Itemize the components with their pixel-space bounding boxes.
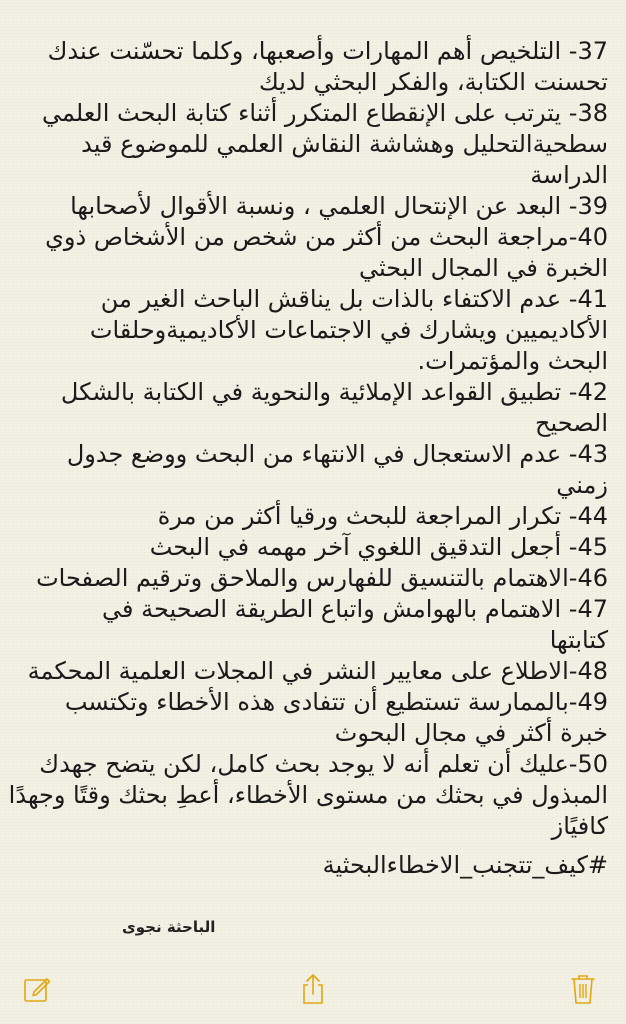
note-line: الأكاديميين ويشارك في الاجتماعات الأكاديميةوحلقات [89,316,608,344]
note-line: كافيًاز [551,812,608,840]
note-line: البحث والمؤتمرات. [417,347,608,375]
note-line: 41- عدم الاكتفاء بالذات بل يناقش الباحث الغير من [100,285,608,313]
note-line: الخبرة في المجال البحثي [359,254,608,282]
note-line: الصحيح [534,409,608,437]
note-line: 50-عليك أن تعلم أنه لا يوجد بحث كامل، لكن يتضح جهدك [39,750,608,778]
note-line: 38- يترتب على الإنقطاع المتكرر أثناء كتابة البحث العلمي [42,99,608,127]
note-line: زمني [556,471,608,499]
note-line: سطحيةالتحليل وهشاشة النقاش العلمي للموضوع قيد [81,130,608,158]
note-line: كتابتها [549,626,608,654]
note-line: 43- عدم الاستعجال في الانتهاء من البحث ووضع جدول [66,440,608,468]
compose-icon [22,974,52,1004]
hashtag: #كيف_تتجنب_الاخطاءالبحثية [322,851,608,879]
share-button[interactable] [296,972,330,1006]
note-line: المبذول في بحثك من مستوى الأخطاء، أعطِ بحثك وقتًا وجهدًا [8,781,608,809]
note-line: 47- الاهتمام بالهوامش واتباع الطريقة الصحيحة في [102,595,608,623]
note-line: 39- البعد عن الإنتحال العلمي ، ونسبة الأقوال لأصحابها [70,192,608,220]
trash-icon [569,973,597,1005]
share-icon [299,973,327,1005]
note-line: 40-مراجعة البحث من أكثر من شخص من الأشخاص ذوي [45,223,608,251]
compose-button[interactable] [20,972,54,1006]
note-line: 44- تكرار المراجعة للبحث ورقيا أكثر من مرة [157,502,608,530]
note-line: الدراسة [530,161,608,189]
note-line: 42- تطبيق القواعد الإملائية والنحوية في الكتابة بالشكل [60,378,608,406]
note-line: 49-بالممارسة تستطيع أن تتفادى هذه الأخطاء وتكتسب [64,688,608,716]
note-body[interactable] [8,36,608,881]
trash-button[interactable] [566,972,600,1006]
signature: الباحثة نجوى [122,918,216,936]
note-line: 45- أجعل التدقيق اللغوي آخر مهمه في البحث [149,533,608,561]
bottom-toolbar [0,954,626,1024]
note-line: خبرة أكثر في مجال البحوث [334,719,608,747]
note-line: تحسنت الكتابة، والفكر البحثي لديك [259,68,608,96]
note-line: 37- التلخيص أهم المهارات وأصعبها، وكلما تحسّنت عندك [47,37,608,65]
note-line: 46-الاهتمام بالتنسيق للفهارس والملاحق وترقيم الصفحات [36,564,608,592]
note-line: 48-الاطلاع على معايير النشر في المجلات العلمية المحكمة [27,657,608,685]
